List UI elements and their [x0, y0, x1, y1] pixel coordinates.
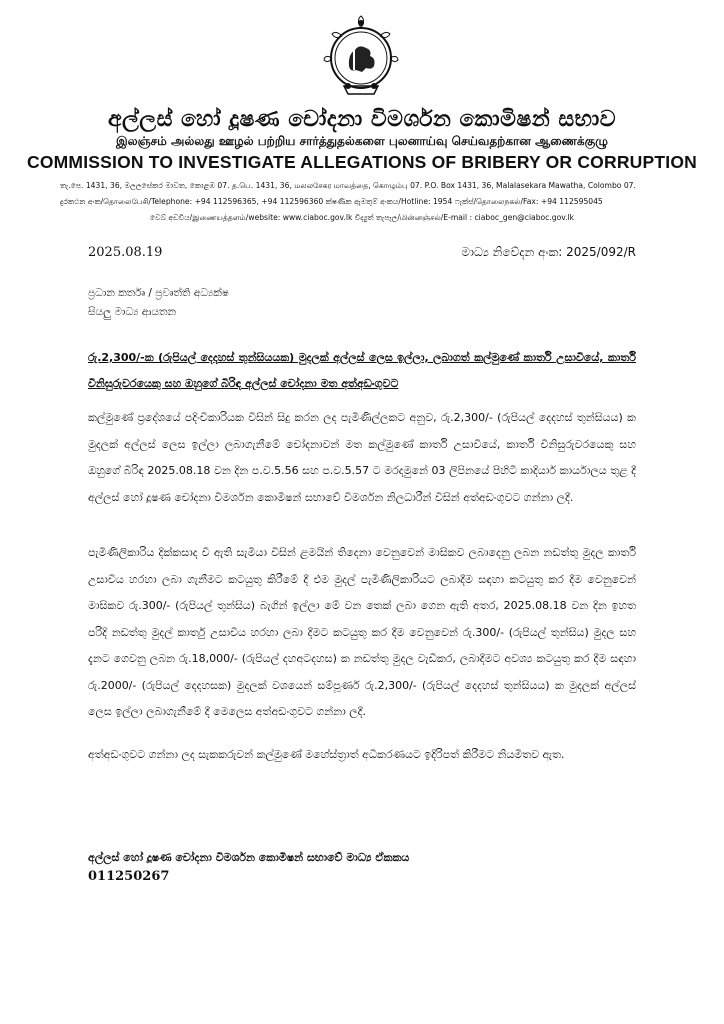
website-email-line: වෙබ් අඩවිය/இணையத்தளம்/website: www.ciaboc.gov.lk විද්‍යුත් තැපෑල/மின்னஞ்சல்/E-mail : ciaboc_gen@ciaboc.gov.lk	[149, 213, 575, 222]
body-paragraph-2: පැමිණිලිකාරිය දික්කසාද වී ඇති සැමියා විසින් ළමයින් තිදෙනා වෙනුවෙන් මාසිකව ලබාදෙනු ලබන නඩත්තු මුදල කාර්ති උසාවිය හරහා ලබා ගැනීමට කටයුතු කිරීමේ දී එම මුදල් පැමිණිලිකාරියට ලබාදීම සඳහා කටයුතු කර දීම වෙනුවෙන් මාසිකව රු.300/- (රුපියල් තුන්සිය) බැගින් ඉල්ලා මේ වන තෙක් ලබා ගෙන ඇති අතර, 2025.08.18 වන දින ඉහත පරිදි නඩත්තු මුදල් කාර්තු උසාවිය හරහා ලබා දීමට කටයුතු කර දීම වෙනුවෙන් රු.300/- (රුපියල් තුන්සිය) මුදල සහ දැනට ගෙවනු ලබන රු.18,000/- (රුපියල් දහඅටදහස) ක නඩත්තු මුදල වැඩිකර, ලබාදීමට අවශ්‍ය කටයුතු කර දීම සඳහා රු.2000/- (රුපියල් දෙදහසක) මුදලක් වශයෙන් සම්පූර්ණ රු.2,300/- (රුපියල් දෙදහස් තුන්සියය) ක මුදලක් අල්ලස් ලෙස ඉල්ලා ලබාගැනීමේ දී මෙලෙස අත්අඩංගුවට ගන්නා ලදී.	[88, 546, 636, 718]
commission-title-english: COMMISSION TO INVESTIGATE ALLEGATIONS OF BRIBERY OR CORRUPTION	[27, 152, 697, 172]
body-paragraph-1: කල්මුණේ ප්‍රදේශයේ පදිංචිකාරියක විසින් සිදු කරන ලද පැමිණිල්ලකට අනුව, රු.2,300/- (රුපියල් දෙදහස් තුන්සියය) ක මුදලක් අල්ලස් ලෙස ඉල්ලා ලබාගැනීමේ චෝදනාවන් මත කල්මුණේ කාර්ති උසාවියේ, කාර්ති විනිසුරුවරයෙකු සහ ඔහුගේ බිරිඳ 2025.08.18 වන දින ප.ව.5.56 සහ ප.ව.5.57 ට මරදමුනේ 03 ලිපිනයේ පිහිටි කාදියාර් කාර්යාලය තුළ දී අල්ලස් හෝ දූෂණ චෝදනා විමර්ශන කොමිෂන් සභාවේ විමර්ශන නිලධාරීන් විසින් අත්අඩංගුවට ගන්නා ලදී.	[88, 411, 636, 504]
contact-phone-number: 011250267	[88, 869, 170, 884]
addressee-line-2: සියලු මාධ්‍ය ආයතන	[88, 306, 177, 318]
media-unit-signature: අල්ලස් හෝ දූෂණ චෝදනා විමර්ශන කොමිෂන් සභාවේ මාධ්‍ය ඒකකය	[88, 851, 410, 864]
media-release-number: මාධ්‍ය නිවේදන අංක: 2025/092/R	[461, 245, 636, 259]
body-paragraph-3: අත්අඩංගුවට ගන්නා ලද සැකකරුවන් කල්මුණේ මහේස්ත්‍රාත් අධිකරණයට ඉදිරිපත් කිරීමට නියමිතව ඇත.	[88, 748, 565, 761]
subject-heading: රු.2,300/-ක (රුපියල් දෙදහස් තුන්සියයක) මුදලක් අල්ලස් ලෙස ඉල්ලා, ලබාගත් කල්මුණේ කාර්ති උසාවියේ, කාර්ති විනිසුරුවරයෙකු සහ ඔහුගේ බිරිඳ අල්ලස් චෝදනා මත අත්අඩංගුවට	[88, 351, 636, 390]
postal-address: තැ.පෙ. 1431, 36, මලලසේකර මාවත, කොළඹ 07. த.பெ. 1431, 36, மலலசேகர மாவத்தை, கொழும்பு 07. P.O. Box 1431, 36, Malalasekara Mawatha, Colombo 07.	[60, 181, 636, 190]
phone-fax-line: දුරකථන අංක/தொலைபேசி/Telephone: +94 112596365, +94 112596360 ක්ෂණික ඇමතුම් අංකය/Hotline: 1954 ෆැක්ස්/தொலைநகல்/Fax: +94 112595045	[60, 197, 603, 206]
commission-title-tamil: இலஞ்சம் அல்லது ஊழல் பற்றிய சார்த்துதல்களை புலனாய்வு செய்வதற்கான ஆணைக்குழு	[116, 134, 608, 148]
sri-lanka-emblem-icon	[322, 14, 400, 98]
release-date: 2025.08.19	[88, 245, 163, 260]
addressee-line-1: ප්‍රධාන කර්තෘ / ප්‍රවෘත්ති අධ්‍යක්ෂ	[88, 287, 229, 299]
commission-title-sinhala: අල්ලස් හෝ දූෂණ චෝදනා විමර්ශන කොමිෂන් සභාව	[107, 107, 617, 132]
